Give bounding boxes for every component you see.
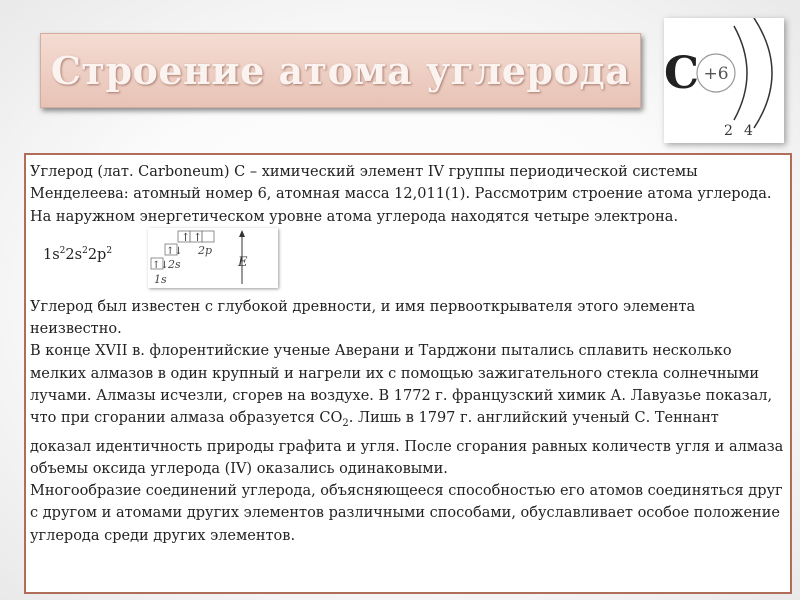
label-2p: 2p — [198, 243, 213, 257]
history-paragraph-2 — [30, 340, 784, 480]
energy-label: E — [238, 254, 248, 270]
label-2s: 2s — [168, 257, 181, 271]
electron-shell-2 — [754, 18, 772, 128]
page-title: Строение атома углерода — [50, 48, 631, 93]
title-banner — [40, 33, 641, 108]
config-1s-exp: 2 — [59, 245, 66, 256]
electron-configuration — [30, 228, 784, 286]
electron-pair-arrows: ↑↓ — [152, 259, 169, 271]
spacer — [30, 274, 784, 296]
electron-up-arrow: ↑ — [181, 230, 191, 244]
history-2-text-cont: . Лишь в 1797 г. английский ученый С. Теннант доказал идентичность природы графита и угля. После сгорания равных количеств угля и алмаза объемы оксида углерода (IV) оказались одинаковыми. — [30, 410, 784, 477]
electron-up-arrow: ↑ — [193, 230, 203, 244]
co2-subscript: 2 — [342, 418, 349, 430]
history-paragraph-3: Многообразие соединений углерода, объясняющееся способностью его атомов соединяться друг с другом и атомами других элементов различными способами, обуславливает особое положение углерода среди других элементов. — [30, 483, 783, 544]
label-1s: 1s — [154, 272, 167, 286]
config-formula — [43, 240, 112, 266]
config-2p: 2p — [87, 246, 107, 263]
orbital-diagram — [148, 228, 278, 288]
config-2p-exp: 2 — [106, 245, 113, 256]
shell-2-count: 4 — [744, 123, 753, 139]
atom-symbol: C — [664, 48, 700, 99]
content-text — [26, 155, 790, 547]
energy-arrow-head — [239, 230, 245, 237]
content-panel — [24, 153, 792, 594]
atom-structure-card — [664, 18, 784, 143]
config-2s: 2s — [65, 246, 83, 263]
intro-paragraph: Углерод (лат. Carboneum) С – химический элемент IV группы периодической системы Менделеева: атомный номер 6, атомная масса 12,011(1). Рассмотрим строение атома углерода. На наружном энергетическом уровне атома углерода находятся четыре электрона. — [30, 164, 772, 225]
history-paragraph-1: Углерод был известен с глубокой древности, и имя первооткрывателя этого элемента неизвестно. — [30, 298, 696, 338]
nucleus-charge: +6 — [703, 64, 729, 84]
orbital-2p-cell-3 — [202, 231, 214, 242]
config-1s: 1s — [43, 246, 60, 263]
atom-shell-diagram — [664, 18, 784, 143]
history-2-text: В конце XVII в. флорентийские ученые Аверани и Тарджони пытались сплавить несколько мелких алмазов в один крупный и нагрели их с помощью зажигательного стекла солнечными лучами. Алмазы исчезли, сгорев на воздухе. В 1772 г. французский химик А. Лавуазье показал, что при сгорании алмаза образуется CO — [30, 343, 773, 427]
electron-pair-arrows: ↑↓ — [166, 245, 183, 257]
config-2s-exp: 2 — [82, 245, 88, 256]
electron-shell-1 — [734, 26, 747, 120]
shell-1-count: 2 — [724, 123, 733, 139]
